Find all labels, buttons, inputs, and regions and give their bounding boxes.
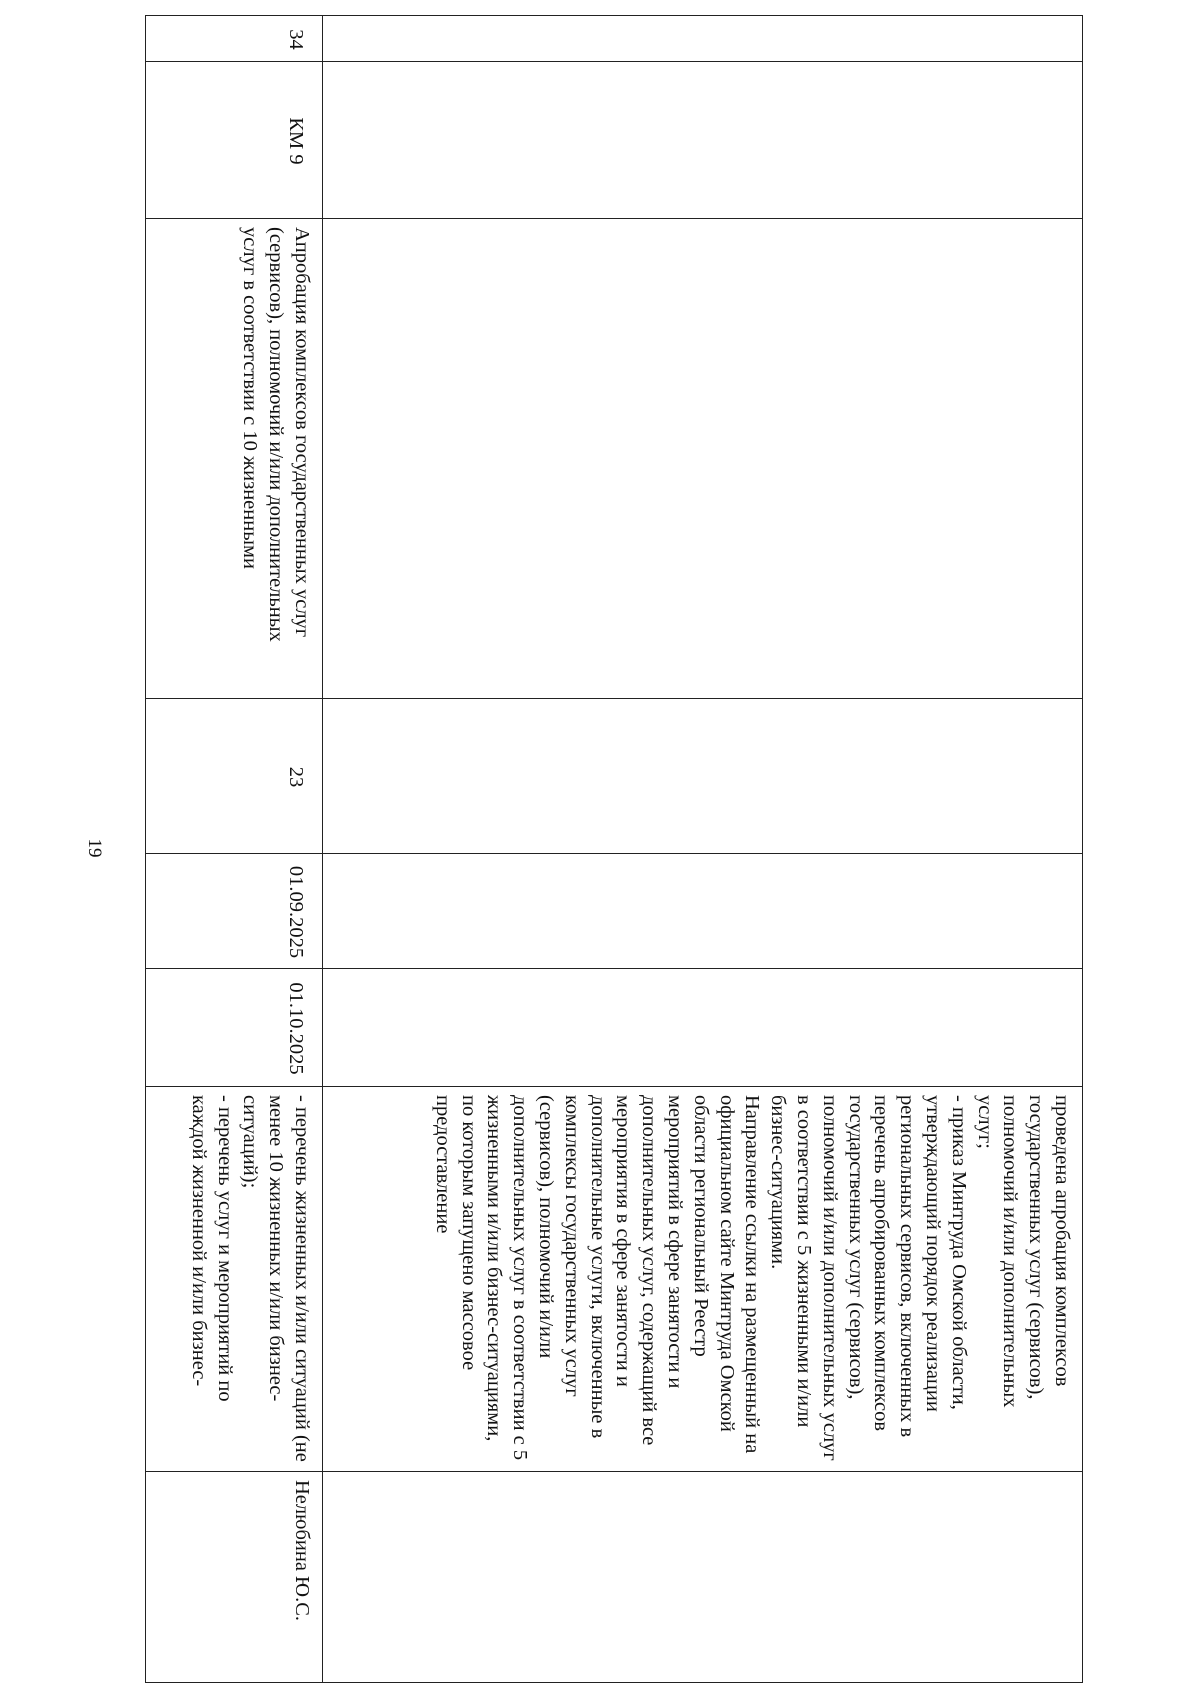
table-row — [323, 16, 1083, 1683]
responsible-person: Нелюбина Ю.С. — [146, 1472, 323, 1683]
events-table — [145, 15, 1083, 1683]
table-row — [146, 16, 323, 1683]
control-point-code: КМ 9 — [146, 62, 323, 219]
end-date: 01.10.2025 — [146, 969, 323, 1087]
cell-result-text: проведена апробация комплексов государственных услуг (сервисов), полномочий и/или дополнительных услуг; - приказ Минтруда Омской области, утверждающий порядок реализации региональных сервисов, включенных в перечень апробированных комплексов государственных услуг (сервисов), полномочий и/или дополнительных услуг в соответствии с 5 жизненными и/или бизнес-ситуациями. Направление ссылки на размещенный на официальном сайте Минтруда Омской области региональный Реестр мероприятий в сфере занятости и дополнительных услуг, содержащий все мероприятия в сфере занятости и дополнительные услуги, включенные в комплексы государственных услуг (сервисов), полномочий и/или дополнительных услуг в соответствии с 5 жизненными и/или бизнес-ситуациями, по которым запущено массовое предоставление — [323, 1087, 1083, 1472]
rotated-table — [146, 15, 1083, 1682]
cell-code-empty — [323, 62, 1083, 219]
result-document: - перечень жизненных и/или ситуаций (не менее 10 жизненных и/или бизнес-ситуаций); - перечень услуг и мероприятий по каждой жизненной и/или бизнес- — [146, 1087, 323, 1472]
page-number: 19 — [84, 838, 105, 858]
row-number: 34 — [146, 16, 323, 62]
cell-end-empty — [323, 969, 1083, 1087]
event-name: Апробация комплексов государственных услуг (сервисов), полномочий и/или дополнительных услуг в соответствии с 10 жизненными — [146, 219, 323, 699]
cell-name-empty — [323, 219, 1083, 699]
rotated-table-container — [146, 15, 1083, 1682]
cell-num-empty — [323, 16, 1083, 62]
start-date: 01.09.2025 — [146, 854, 323, 969]
cell-count-empty — [323, 699, 1083, 854]
count-value: 23 — [146, 699, 323, 854]
cell-responsible-empty — [323, 1472, 1083, 1683]
cell-start-empty — [323, 854, 1083, 969]
